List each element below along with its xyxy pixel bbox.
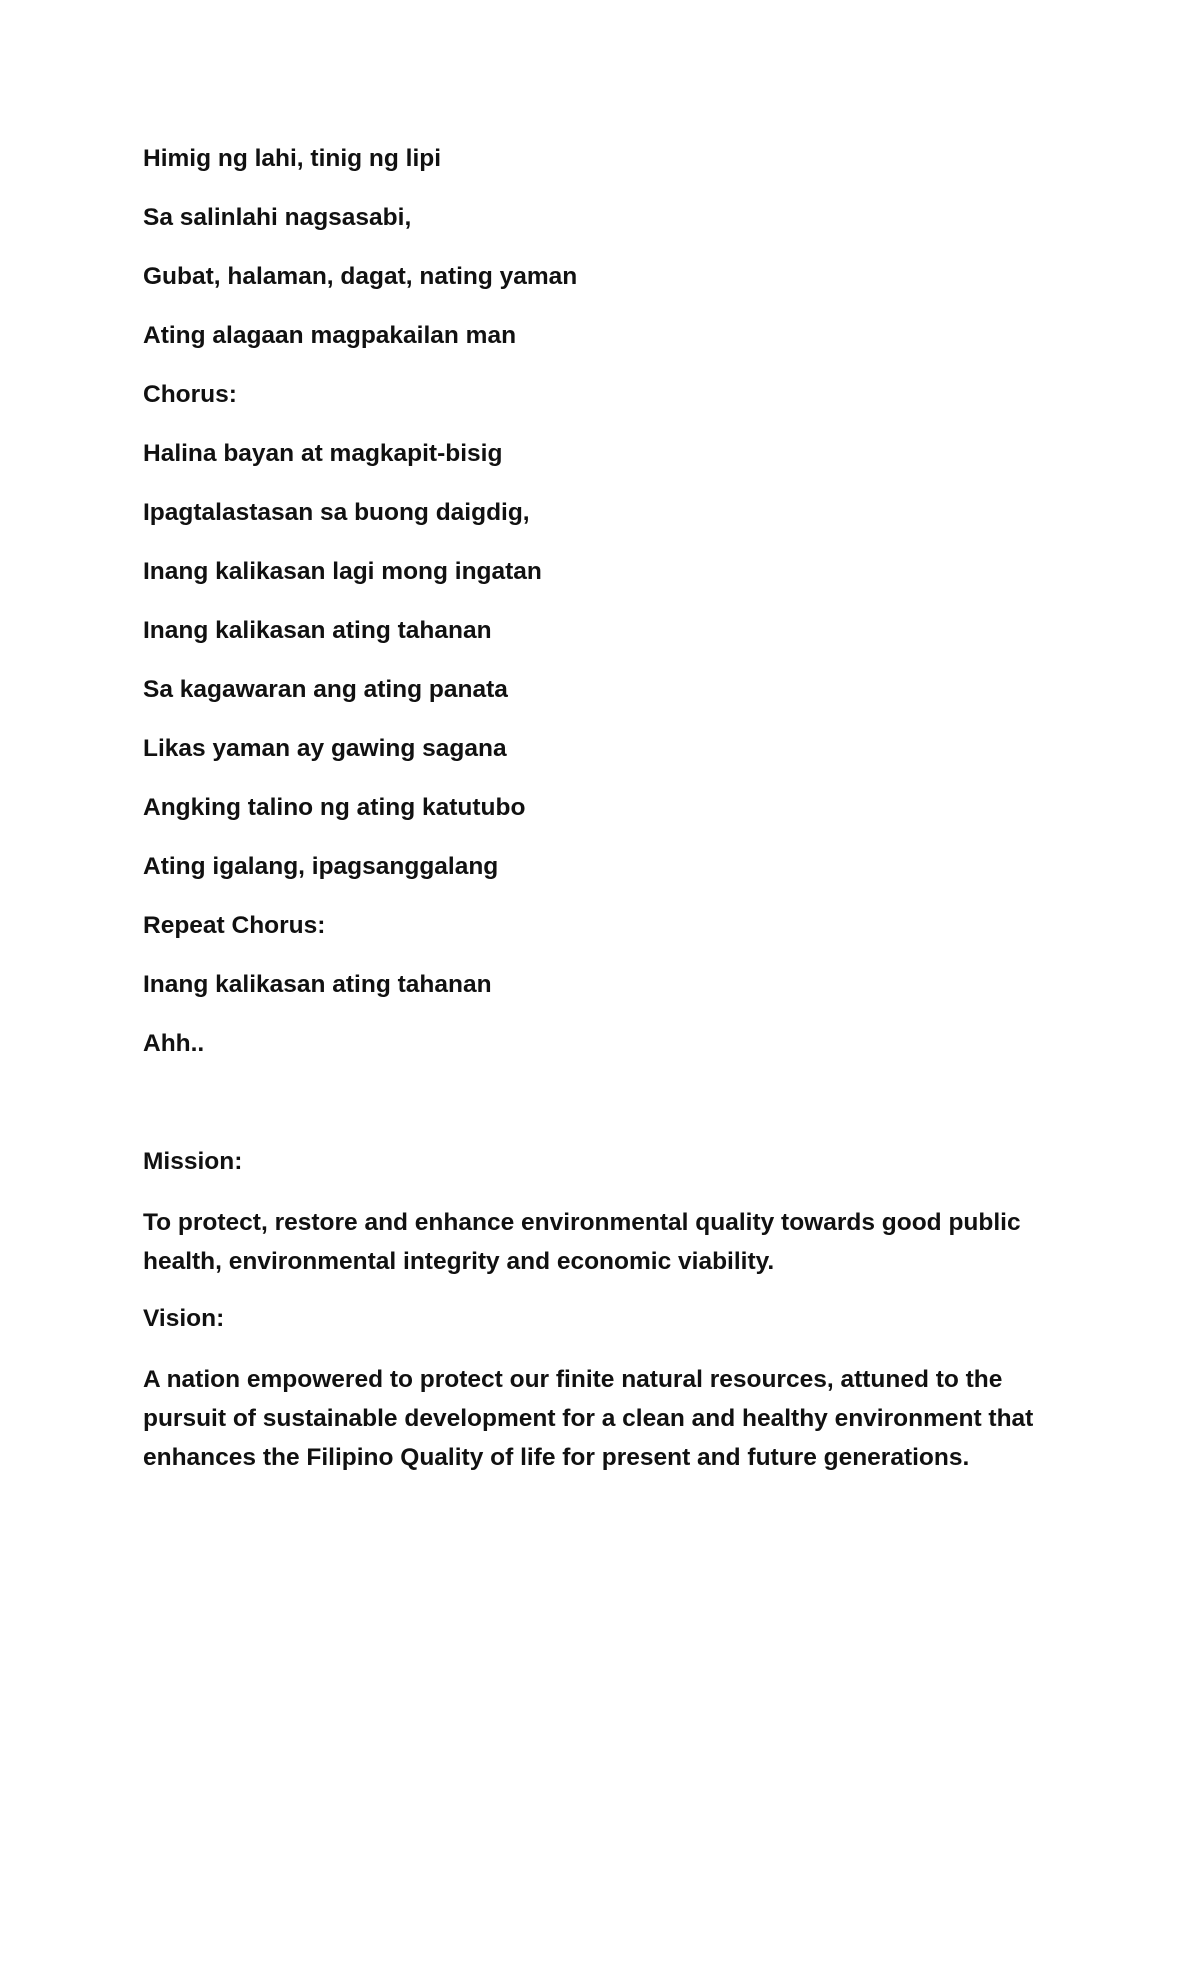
ending-line: Inang kalikasan ating tahanan [143,971,492,998]
verse-line: Angking talino ng ating katutubo [143,794,526,821]
vision-text: A nation empowered to protect our finite natural resources, attuned to the pursuit of sustainable development for a clean and healthy environment that enhances the Filipino Quality of life for present and future generations. [143,1366,1034,1471]
verse-line: Gubat, halaman, dagat, nating yaman [143,263,578,290]
verse-line: Ating igalang, ipagsanggalang [143,853,499,880]
verse-line: Sa kagawaran ang ating panata [143,676,508,703]
chorus-line: Ipagtalastasan sa buong daigdig, [143,499,530,526]
chorus-line: Halina bayan at magkapit-bisig [143,440,503,467]
chorus-line: Inang kalikasan ating tahanan [143,617,492,644]
blank-line [143,1085,1063,1144]
verse-line: Ating alagaan magpakailan man [143,322,517,349]
mission-text: To protect, restore and enhance environmental quality towards good public health, environmental integrity and economic viability. [143,1209,1021,1275]
mission-label: Mission: [143,1148,243,1175]
repeat-chorus-label: Repeat Chorus: [143,912,326,939]
chorus-line: Inang kalikasan lagi mong ingatan [143,558,542,585]
ending-line: Ahh.. [143,1030,205,1057]
verse-line: Sa salinlahi nagsasabi, [143,204,412,231]
vision-label: Vision: [143,1305,225,1332]
chorus-label: Chorus: [143,381,237,408]
document-body [143,141,1063,1497]
verse-line: Himig ng lahi, tinig ng lipi [143,145,442,172]
verse-line: Likas yaman ay gawing sagana [143,735,507,762]
